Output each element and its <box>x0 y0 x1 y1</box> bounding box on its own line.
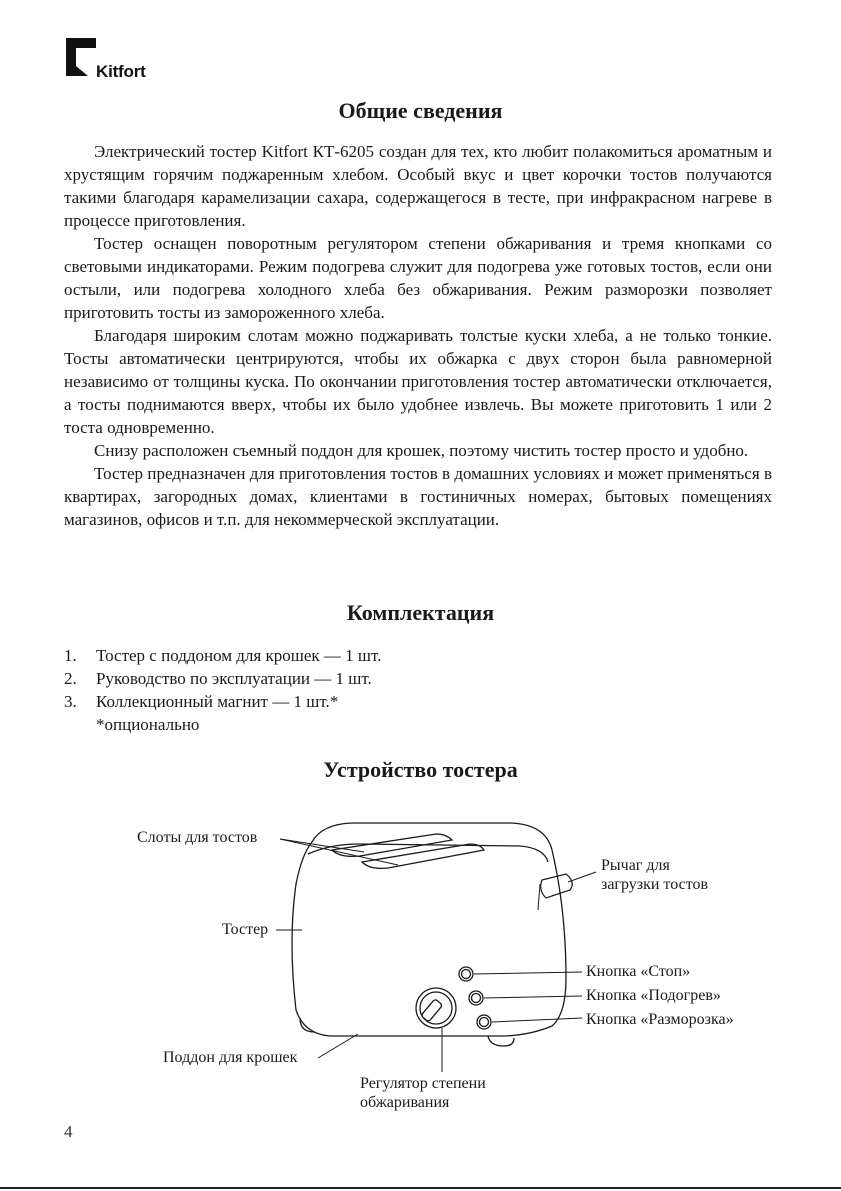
label-stop-button: Кнопка «Стоп» <box>586 963 691 980</box>
label-regulator-line-1: Регулятор степени <box>360 1075 486 1092</box>
section-title-device: Устройство тостера <box>323 757 518 782</box>
paragraph: Тостер оснащен поворотным регулятором степени обжаривания и тремя кнопками со световыми индикаторами. Режим подогрева служит для подогрева уже готовых тостов, если они остыли, или подогрева холодного хлеба без обжаривания. Режим разморозки позволяет приготовить тосты из замороженного хлеба. <box>64 234 772 322</box>
list-item-number: 1. <box>64 646 77 665</box>
list-item-number: 3. <box>64 692 77 711</box>
paragraph: Снизу расположен съемный поддон для крошек, поэтому чистить тостер просто и удобно. <box>94 441 749 460</box>
label-lever-line-2: загрузки тостов <box>601 876 709 893</box>
toaster-diagram <box>0 810 841 1130</box>
label-crumb-tray: Поддон для крошек <box>163 1049 298 1066</box>
paragraph: Тостер предназначен для приготовления тостов в домашних условиях и может применяться в квартирах, загородных домах, клиентами в гостиничных номерах, бытовых помещениях магазинов, офисов и т.п. для некоммерческой эксплуатации. <box>64 464 772 529</box>
list-item <box>64 690 664 713</box>
label-toaster: Тостер <box>222 921 269 938</box>
list-item <box>64 644 664 667</box>
label-slots: Слоты для тостов <box>137 829 258 846</box>
label-reheat-button: Кнопка «Подогрев» <box>586 987 721 1004</box>
list-item <box>64 667 664 690</box>
kit-footnote: *опционально <box>96 715 200 734</box>
label-regulator-line-2: обжаривания <box>360 1094 450 1111</box>
paragraph: Электрический тостер Kitfort КТ-6205 создан для тех, кто любит полакомиться ароматным и хрустящим горячим поджаренным хлебом. Особый вкус и цвет корочки тостов получаются такими благодаря карамелизации сахара, содержащегося в тесте, при инфракрасном нагреве в процессе приготовления. <box>64 142 772 230</box>
list-item-text: Руководство по эксплуатации — 1 шт. <box>96 669 372 688</box>
list-item-text: Тостер с поддоном для крошек — 1 шт. <box>96 646 382 665</box>
list-item-number: 2. <box>64 669 77 688</box>
list-item-text: Коллекционный магнит — 1 шт.* <box>96 692 339 711</box>
general-text <box>64 140 772 531</box>
section-title-general: Общие сведения <box>338 98 503 123</box>
label-lever-line-1: Рычаг для <box>601 857 670 874</box>
paragraph: Благодаря широким слотам можно поджаривать толстые куски хлеба, а не только тонкие. Тосты автоматически центрируются, чтобы их обжарка с двух сторон была равномерной независимо от толщины куска. По окончании приготовления тостер автоматически отключается, а тосты поднимаются вверх, чтобы их было удобнее извлечь. Вы можете приготовить 1 или 2 тоста одновременно. <box>64 326 772 437</box>
bottom-divider <box>0 1187 841 1189</box>
brand-name: Kitfort <box>96 62 146 81</box>
page-number: 4 <box>64 1122 73 1141</box>
kit-list <box>64 644 664 736</box>
label-defrost-button: Кнопка «Разморозка» <box>586 1011 734 1028</box>
section-title-kit: Комплектация <box>346 600 495 625</box>
